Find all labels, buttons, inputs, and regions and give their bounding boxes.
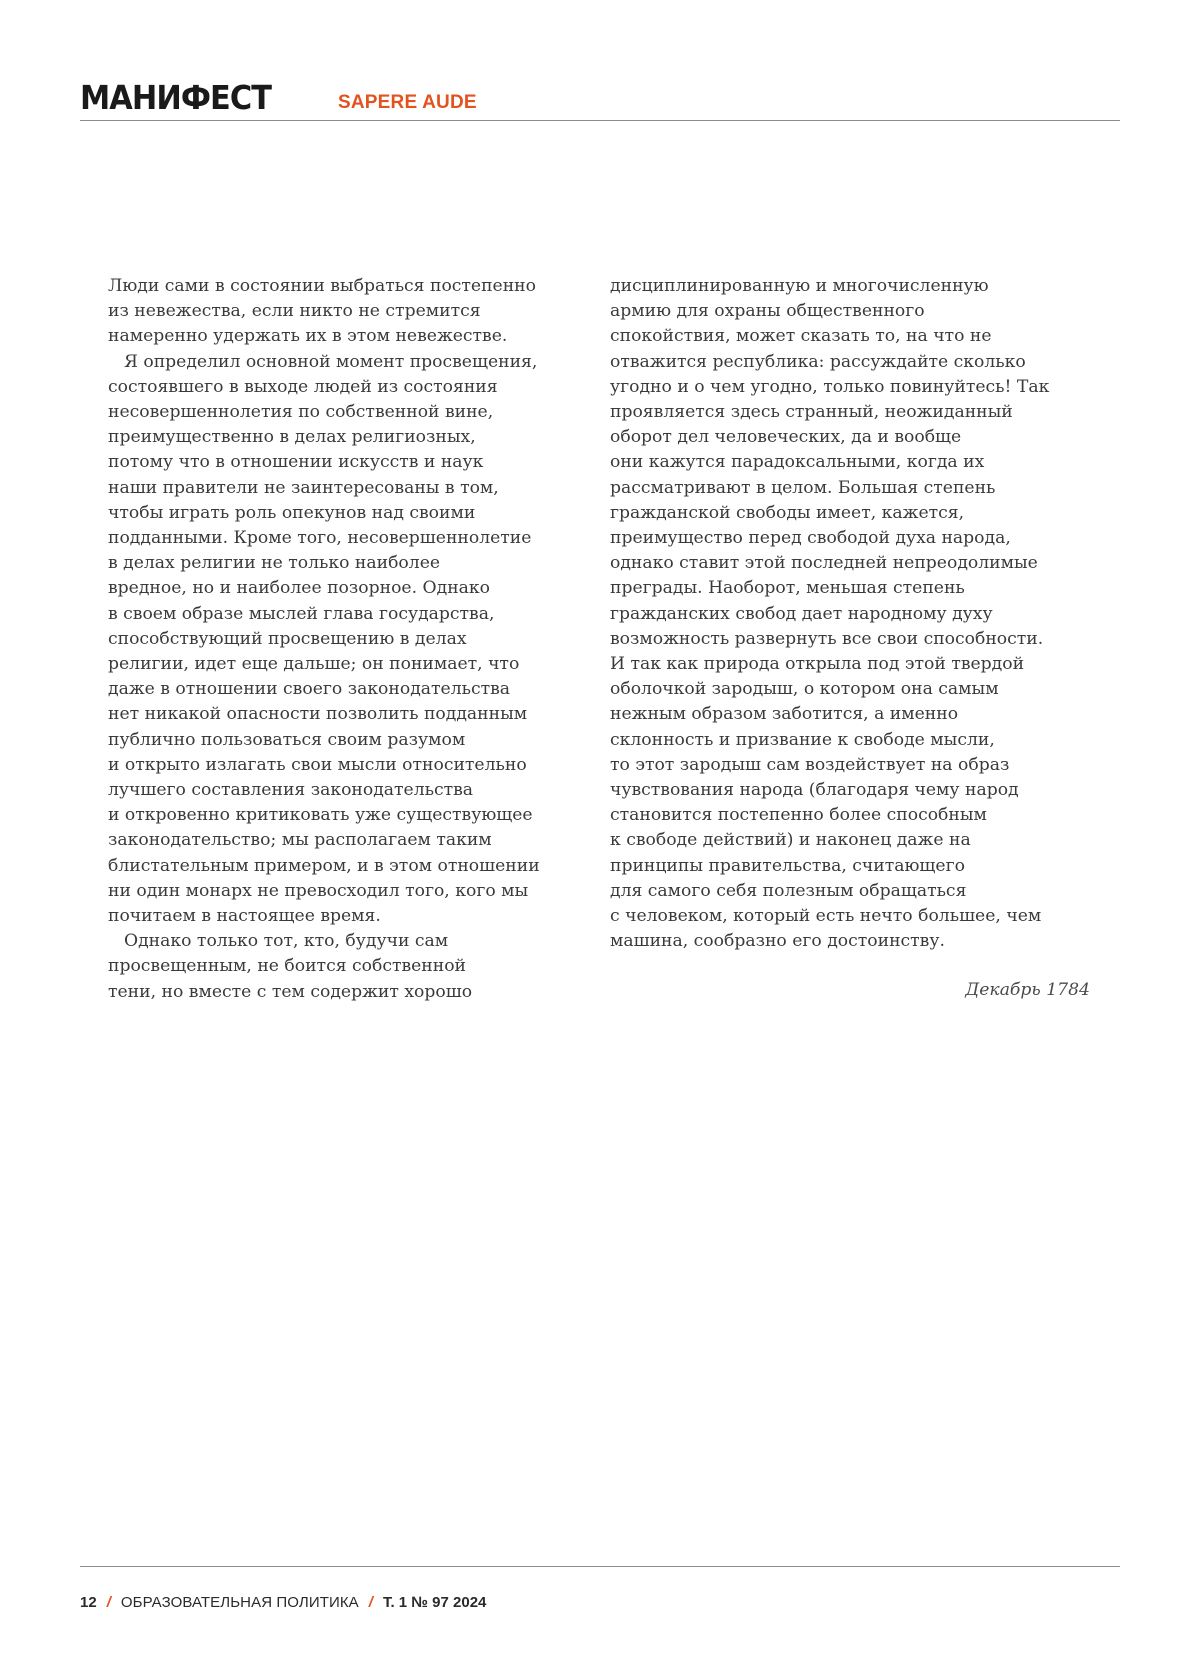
footer-divider xyxy=(80,1566,1120,1567)
text-line: лучшего составления законодательства xyxy=(108,778,540,803)
text-line: нежным образом заботится, а именно xyxy=(610,702,1049,727)
text-line: дисциплинированную и многочисленную xyxy=(610,274,1049,299)
text-line: несовершеннолетия по собственной вине, xyxy=(108,400,540,425)
issue-info: Т. 1 № 97 2024 xyxy=(383,1594,486,1611)
text-line: возможность развернуть все свои способности. xyxy=(610,627,1049,652)
text-line: проявляется здесь странный, неожиданный xyxy=(610,400,1049,425)
text-line: преграды. Наоборот, меньшая степень xyxy=(610,576,1049,601)
text-column-right xyxy=(610,274,1049,954)
text-column-left xyxy=(108,274,540,1005)
text-line: чтобы играть роль опекунов над своими xyxy=(108,501,540,526)
section-title: МАНИФЕСТ xyxy=(80,80,271,116)
text-line: и открыто излагать свои мысли относительно xyxy=(108,753,540,778)
text-line: гражданской свободы имеет, кажется, xyxy=(610,501,1049,526)
text-line: почитаем в настоящее время. xyxy=(108,904,540,929)
text-line: спокойствия, может сказать то, на что не xyxy=(610,324,1049,349)
text-line: к свободе действий) и наконец даже на xyxy=(610,828,1049,853)
text-line: Я определил основной момент просвещения, xyxy=(108,350,540,375)
text-line: наши правители не заинтересованы в том, xyxy=(108,476,540,501)
text-line: становится постепенно более способным xyxy=(610,803,1049,828)
text-line: то этот зародыш сам воздействует на образ xyxy=(610,753,1049,778)
page-footer xyxy=(80,1593,486,1613)
text-line: угодно и о чем угодно, только повинуйтесь! Так xyxy=(610,375,1049,400)
text-line: просвещенным, не боится собственной xyxy=(108,954,540,979)
page-number: 12 xyxy=(80,1594,97,1611)
text-line: блистательным примером, и в этом отношении xyxy=(108,854,540,879)
section-subtitle: SAPERE AUDE xyxy=(338,93,477,113)
text-line: склонность и призвание к свободе мысли, xyxy=(610,728,1049,753)
text-line: законодательство; мы располагаем таким xyxy=(108,828,540,853)
text-line: отважится республика: рассуждайте сколько xyxy=(610,350,1049,375)
text-line: однако ставит этой последней непреодолимые xyxy=(610,551,1049,576)
text-line: и откровенно критиковать уже существующее xyxy=(108,803,540,828)
text-line: религии, идет еще дальше; он понимает, что xyxy=(108,652,540,677)
text-line: с человеком, который есть нечто большее, чем xyxy=(610,904,1049,929)
text-line: состоявшего в выходе людей из состояния xyxy=(108,375,540,400)
text-line: они кажутся парадоксальными, когда их xyxy=(610,450,1049,475)
text-line: тени, но вместе с тем содержит хорошо xyxy=(108,980,540,1005)
text-line: нет никакой опасности позволить подданным xyxy=(108,702,540,727)
text-line: принципы правительства, считающего xyxy=(610,854,1049,879)
text-line: способствующий просвещению в делах xyxy=(108,627,540,652)
text-line: армию для охраны общественного xyxy=(610,299,1049,324)
text-line: Однако только тот, кто, будучи сам xyxy=(108,929,540,954)
footer-separator: / xyxy=(107,1594,111,1611)
text-line: чувствования народа (благодаря чему народ xyxy=(610,778,1049,803)
text-line: Люди сами в состоянии выбраться постепенно xyxy=(108,274,540,299)
page-header xyxy=(80,80,1120,121)
text-line: из невежества, если никто не стремится xyxy=(108,299,540,324)
text-line: потому что в отношении искусств и наук xyxy=(108,450,540,475)
text-line: в своем образе мыслей глава государства, xyxy=(108,602,540,627)
text-line: гражданских свобод дает народному духу xyxy=(610,602,1049,627)
text-line: подданными. Кроме того, несовершеннолетие xyxy=(108,526,540,551)
article-date: Декабрь 1784 xyxy=(965,978,1090,1003)
text-line: машина, сообразно его достоинству. xyxy=(610,929,1049,954)
text-line: ни один монарх не превосходил того, кого мы xyxy=(108,879,540,904)
text-line: намеренно удержать их в этом невежестве. xyxy=(108,324,540,349)
text-line: оборот дел человеческих, да и вообще xyxy=(610,425,1049,450)
text-line: рассматривают в целом. Большая степень xyxy=(610,476,1049,501)
text-line: преимущество перед свободой духа народа, xyxy=(610,526,1049,551)
text-line: оболочкой зародыш, о котором она самым xyxy=(610,677,1049,702)
text-line: публично пользоваться своим разумом xyxy=(108,728,540,753)
footer-separator: / xyxy=(369,1594,373,1611)
journal-name: ОБРАЗОВАТЕЛЬНАЯ ПОЛИТИКА xyxy=(121,1594,359,1611)
text-line: И так как природа открыла под этой твердой xyxy=(610,652,1049,677)
text-line: в делах религии не только наиболее xyxy=(108,551,540,576)
text-line: вредное, но и наиболее позорное. Однако xyxy=(108,576,540,601)
text-line: для самого себя полезным обращаться xyxy=(610,879,1049,904)
text-line: преимущественно в делах религиозных, xyxy=(108,425,540,450)
text-line: даже в отношении своего законодательства xyxy=(108,677,540,702)
